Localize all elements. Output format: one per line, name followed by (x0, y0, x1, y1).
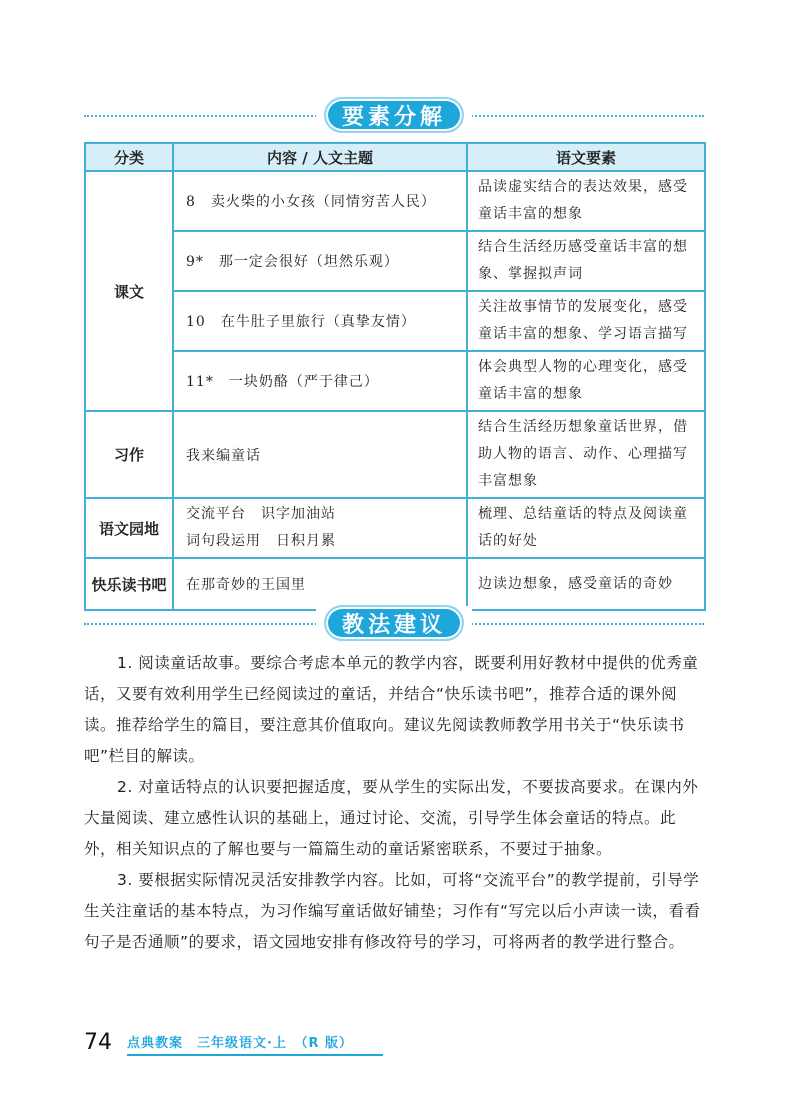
content-cell: 我来编童话 (173, 411, 467, 498)
element-cell: 梳理、总结童话的特点及阅读童话的好处 (467, 498, 705, 558)
section-title-breakdown: 要素分解 (324, 97, 464, 133)
suggestion-paragraph: 1. 阅读童话故事。要综合考虑本单元的教学内容，既要利用好教材中提供的优秀童话，又要有效利用学生已经阅读过的童话，并结合“快乐读书吧”，推荐合适的课外阅读。推荐给学生的篇目，要注意其价值取向。建议先阅读教师教学用书关于“快乐读书吧”栏目的解读。 (84, 654, 699, 765)
content-cell: 10 在牛肚子里旅行（真挚友情） (173, 291, 467, 351)
element-cell: 边读边想象，感受童话的奇妙 (467, 558, 705, 610)
section-title-method: 教法建议 (324, 605, 464, 641)
content-cell: 8 卖火柴的小女孩（同情穷苦人民） (173, 171, 467, 231)
category-cell: 语文园地 (85, 498, 173, 558)
header-content: 内容 / 人文主题 (173, 143, 467, 171)
book-title: 点典教案 三年级语文·上 （R 版） (127, 1036, 353, 1051)
suggestion-paragraph: 3. 要根据实际情况灵活安排教学内容。比如，可将“交流平台”的教学提前，引导学生关注童话的基本特点，为习作编写童话做好铺垫；习作有“写完以后小声读一读，看看句子是否通顺”的要求，语文园地安排有修改符号的学习，可将两者的教学进行整合。 (84, 871, 701, 951)
category-cell: 课文 (85, 171, 173, 411)
table-row (85, 171, 705, 231)
category-cell: 快乐读书吧 (85, 558, 173, 610)
table-row (85, 351, 705, 411)
category-cell: 习作 (85, 411, 173, 498)
table-row (85, 291, 705, 351)
content-line: 词句段运用 日积月累 (186, 533, 336, 549)
element-cell: 结合生活经历想象童话世界，借助人物的语言、动作、心理描写丰富想象 (467, 411, 705, 498)
table-row (85, 498, 705, 558)
header-category: 分类 (85, 143, 173, 171)
content-cell: 9* 那一定会很好（坦然乐观） (173, 231, 467, 291)
breakdown-table (84, 142, 706, 611)
table-header-row (85, 143, 705, 171)
content-cell: 11* 一块奶酪（严于律己） (173, 351, 467, 411)
section-header-method (84, 604, 704, 644)
suggestion-paragraph: 2. 对童话特点的认识要把握适度，要从学生的实际出发，不要拔高要求。在课内外大量阅读、建立感性认识的基础上，通过讨论、交流，引导学生体会童话的特点。此外，相关知识点的了解也要与一篇篇生动的童话紧密联系，不要过于抽象。 (84, 778, 699, 858)
table-row (85, 411, 705, 498)
element-cell: 品读虚实结合的表达效果，感受童话丰富的想象 (467, 171, 705, 231)
header-element: 语文要素 (467, 143, 705, 171)
table-row (85, 558, 705, 610)
element-cell: 关注故事情节的发展变化，感受童话丰富的想象、学习语言描写 (467, 291, 705, 351)
table-row (85, 231, 705, 291)
element-cell: 体会典型人物的心理变化，感受童话丰富的想象 (467, 351, 705, 411)
content-cell (173, 498, 467, 558)
content-cell: 在那奇妙的王国里 (173, 558, 467, 610)
page-number: 74 (84, 1030, 112, 1055)
content-line: 交流平台 识字加油站 (186, 506, 336, 522)
footer-underline (127, 1054, 383, 1056)
section-header-breakdown (84, 96, 704, 136)
element-cell: 结合生活经历感受童话丰富的想象、掌握拟声词 (467, 231, 705, 291)
